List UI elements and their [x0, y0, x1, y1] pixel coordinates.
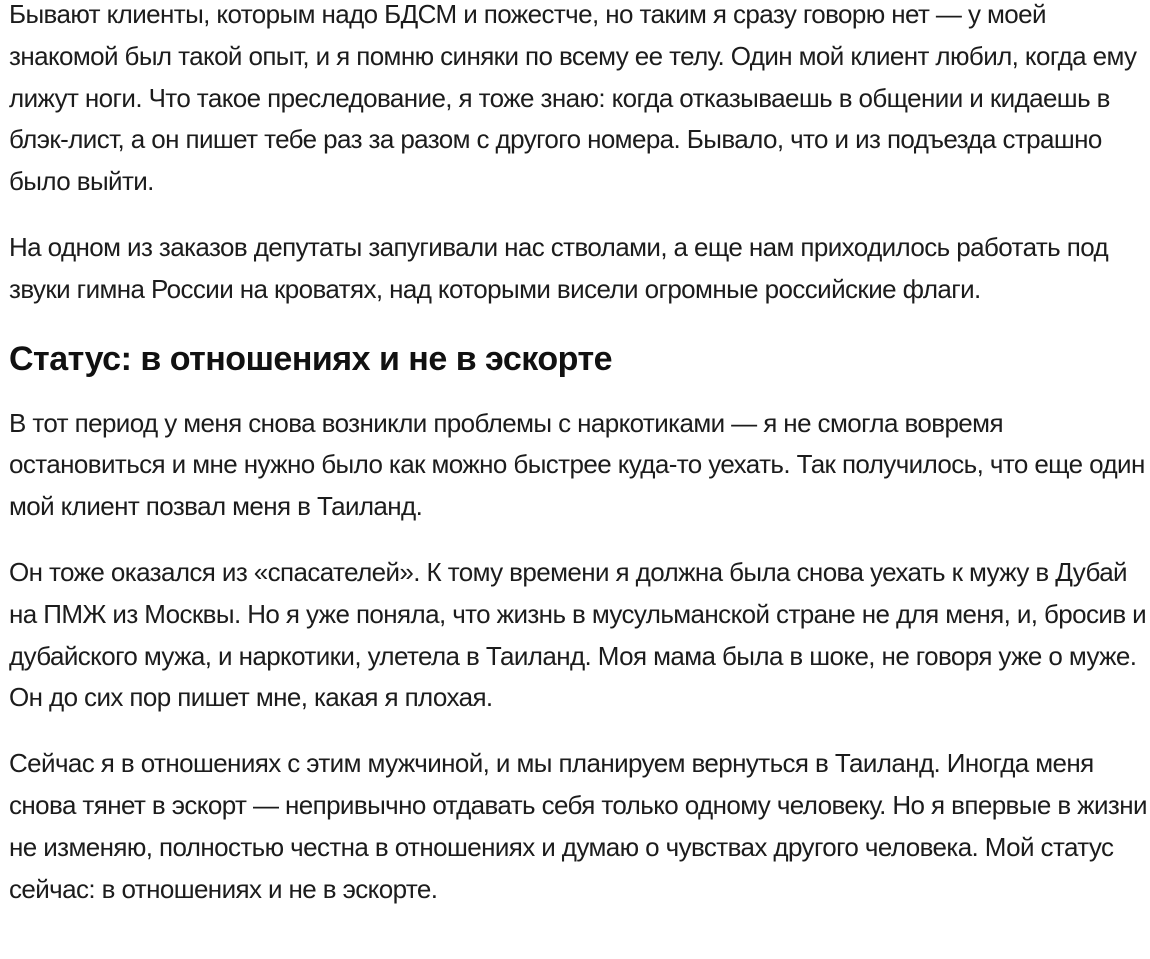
article-paragraph: На одном из заказов депутаты запугивали нас стволами, а еще нам приходилось работать под звуки гимна России на кроватях, над которыми висели огромные российские флаги.: [9, 231, 1109, 304]
article-body: [9, 0, 1150, 934]
article-paragraph: Он тоже оказался из «спасателей». К тому времени я должна была снова уехать к мужу в Дубай на ПМЖ из Москвы. Но я уже поняла, что жизнь в мусульманской стране не для меня, и, бросив и дубайского мужа, и наркотики, улетела в Таиланд. Моя мама была в шоке, не говоря уже о муже. Он до сих пор пишет мне, какая я плохая.: [9, 556, 1147, 713]
article-paragraph: Сейчас я в отношениях с этим мужчиной, и мы планируем вернуться в Таиланд. Иногда меня снова тянет в эскорт — непривычно отдавать себя только одному человеку. Но я впервые в жизни не изменяю, полностью честна в отношениях и думаю о чувствах другого человека. Мой статус сейчас: в отношениях и не в эскорте.: [9, 748, 1147, 904]
section-heading: Статус: в отношениях и не в эскорте: [9, 339, 612, 378]
article-paragraph: В тот период у меня снова возникли проблемы с наркотиками — я не смогла вовремя остановиться и мне нужно было как можно быстрее куда-то уехать. Так получилось, что еще один мой клиент позвал меня в Таиланд.: [9, 407, 1145, 522]
article-paragraph: Бывают клиенты, которым надо БДСМ и пожестче, но таким я сразу говорю нет — у моей знакомой был такой опыт, и я помню синяки по всему ее телу. Один мой клиент любил, когда ему лижут ноги. Что такое преследование, я тоже знаю: когда отказываешь в общении и кидаешь в блэк-лист, а он пишет тебе раз за разом с другого номера. Бывало, что и из подъезда страшно было выйти.: [9, 0, 1137, 197]
